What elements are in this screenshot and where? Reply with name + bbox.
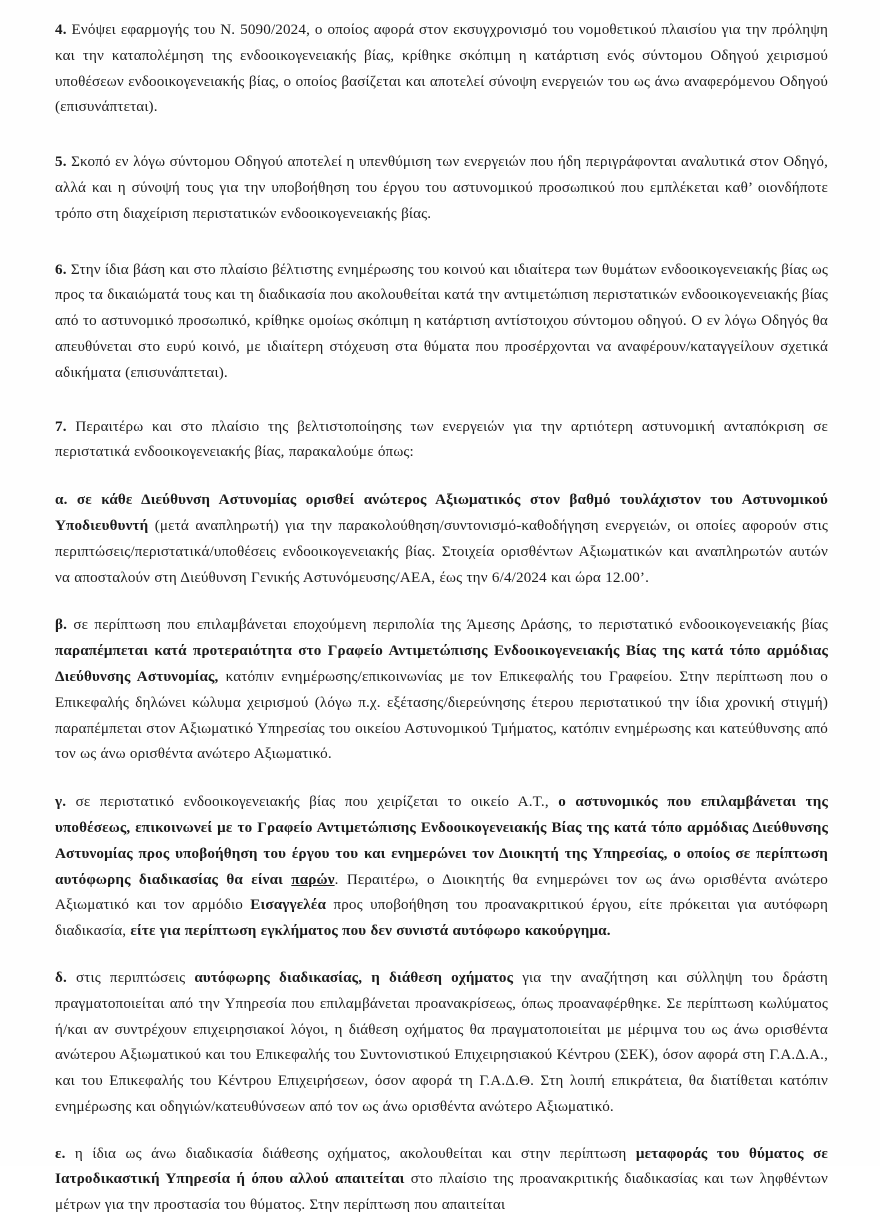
bold-text: δ. [55,969,67,986]
bold-text: β. [55,617,68,634]
bold-text: είτε για περίπτωση εγκλήματος που δεν συνιστά αυτόφωρο κακούργημα. [130,923,611,940]
paragraph-item-5: 5. Σκοπό εν λόγω σύντομου Οδηγού αποτελεί η υπενθύμιση των ενεργειών που ήδη περιγράφονται αναλυτικά στον Οδηγό, αλλά και η σύνοψή τους για την υποβοήθηση του έργου του αστυνομικού προσωπικού που εμπλέκεται καθ’ οιονδήποτε τρόπο στη διαχείριση περιστατικών ενδοοικογενειακής βίας. [55,154,828,222]
bold-text: αυτόφωρης διαδικασίας, η διάθεση οχήματος [194,969,514,986]
paragraph-item-7: 7. Περαιτέρω και στο πλαίσιο της βελτιστοποίησης των ενεργειών για την αρτιότερη αστυνομική ανταπόκριση σε περιστατικά ενδοοικογενειακής βίας, παρακαλούμε όπως: [55,418,828,461]
bold-text: 7. [55,418,67,435]
bold-text: ε. [55,1145,66,1162]
paragraph-item-gamma: γ. σε περιστατικό ενδοοικογενειακής βίας που χειρίζεται το οικείο Α.Τ., ο αστυνομικός που επιλαμβάνεται της υποθέσεως, επικοινωνεί με το Γραφείο Αντιμετώπισης Ενδοοικογενειακής Βίας της κατά τόπο αρμόδιας Διεύθυνσης Αστυνομίας προς υποβοήθηση του έργου του και ενημερώνει τον Διοικητή της Υπηρεσίας, ο οποίος σε περίπτωση αυτόφωρης διαδικασίας θα είναι παρών. Περαιτέρω, ο Διοικητής θα ενημερώνει τον ως άνω ορισθέντα ανώτερο Αξιωματικό και τον αρμόδιο Εισαγγελέα προς υποβοήθηση του προανακριτικού έργου, είτε πρόκειται για αυτόφωρη διαδικασία, είτε για περίπτωση εγκλήματος που δεν συνιστά αυτόφωρο κακούργημα. [55,794,828,940]
bold-text: 4. [55,22,67,38]
bold-text: παραπέμπεται κατά προτεραιότητα στο Γραφείο Αντιμετώπισης Ενδοοικογενειακής Βίας της κατά τόπο αρμόδιας Διεύθυνσης Αστυνομίας, [55,643,828,685]
bold-text: 5. [55,154,67,171]
bold-text: α. σε κάθε Διεύθυνση Αστυνομίας ορισθεί ανώτερος Αξιωματικός στον βαθμό τουλάχιστον του Αστυνομικού Υποδιευθυντή [55,492,828,534]
paragraph-item-beta: β. σε περίπτωση που επιλαμβάνεται εποχούμενη περιπολία της Άμεσης Δράσης, το περιστατικό ενδοοικογενειακής βίας παραπέμπεται κατά προτεραιότητα στο Γραφείο Αντιμετώπισης Ενδοοικογενειακής Βίας της κατά τόπο αρμόδιας Διεύθυνσης Αστυνομίας, κατόπιν ενημέρωσης/επικοινωνίας με τον Επικεφαλής του Γραφείου. Στην περίπτωση που ο Επικεφαλής δηλώνει κώλυμα χειρισμού (λόγω π.χ. εξέτασης/διερεύνησης έτερου περιστατικού την ίδια χρονική στιγμή) παραπέμπεται στον Αξιωματικό Υπηρεσίας του οικείου Αστυνομικού Τμήματος, κατόπιν ενημέρωσης και κατεύθυνσης από τον ως άνω ορισθέντα ανώτερο Αξιωματικό. [55,617,828,763]
paragraph-item-4: 4. Ενόψει εφαρμογής του Ν. 5090/2024, ο οποίος αφορά στον εκσυγχρονισμό του νομοθετικού πλαισίου για την πρόληψη και την καταπολέμηση της ενδοοικογενειακής βίας, κρίθηκε σκόπιμη η κατάρτιση ενός σύντομου Οδηγού χειρισμού υποθέσεων ενδοοικογενειακής βίας, ο οποίος βασίζεται και αποτελεί σύνοψη ενεργειών του ως άνω αναφερόμενου Οδηγού (επισυνάπτεται). [55,22,828,116]
bold-text: γ. [55,794,67,811]
paragraph-item-alpha: α. σε κάθε Διεύθυνση Αστυνομίας ορισθεί ανώτερος Αξιωματικός στον βαθμό τουλάχιστον του Αστυνομικού Υποδιευθυντή (μετά αναπληρωτή) για την παρακολούθηση/συντονισμό-καθοδήγηση ενεργειών, οι οποίες αφορούν στις περιπτώσεις/περιστατικά/υποθέσεις ενδοοικογενειακής βίας. Στοιχεία ορισθέντων Αξιωματικών και αναπληρωτών αυτών να αποσταλούν στη Διεύθυνση Γενικής Αστυνόμευσης/ΑΕΑ, έως την 6/4/2024 και ώρα 12.00’. [55,492,828,586]
paragraph-item-6: 6. Στην ίδια βάση και στο πλαίσιο βέλτιστης ενημέρωσης του κοινού και ιδιαίτερα των θυμάτων ενδοοικογενειακής βίας ως προς τα δικαιώματά τους και τη διαδικασία που ακολουθείται κατά την αντιμετώπιση περιστατικών ενδοοικογενειακής βίας από το αστυνομικό προσωπικό, κρίθηκε ομοίως σκόπιμη η κατάρτιση αντίστοιχου σύντομου οδηγού. Ο εν λόγω Οδηγός θα απευθύνεται στο ευρύ κοινό, με ιδιαίτερη στόχευση στα θύματα που προσέρχονται να αναφέρουν/καταγγείλουν σχετικά αδικήματα (επισυνάπτεται). [55,261,828,381]
bold-text: 6. [55,261,67,278]
paragraph-item-epsilon: ε. η ίδια ως άνω διαδικασία διάθεσης οχήματος, ακολουθείται και στην περίπτωση μεταφοράς του θύματος σε Ιατροδικαστική Υπηρεσία ή όπου αλλού απαιτείται στο πλαίσιο της προανακριτικής διαδικασίας και των ληφθέντων μέτρων για την προστασία του θύματος. Στην περίπτωση που απαιτείται [55,1145,828,1214]
underlined-text: παρών [291,871,335,888]
bold-text [291,872,334,888]
bold-text: μεταφοράς του θύματος σε Ιατροδικαστική Υπηρεσία ή όπου αλλού απαιτείται [55,1145,828,1188]
paragraph-item-delta: δ. στις περιπτώσεις αυτόφωρης διαδικασίας, η διάθεση οχήματος για την αναζήτηση και σύλληψη του δράστη πραγματοποιείται από την Υπηρεσία που επιλαμβάνεται προανακρίσεως, όπως προαναφέρθηκε. Σε περίπτωση κωλύματος ή/και αν συντρέχουν επιχειρησιακοί λόγοι, η διάθεση οχήματος θα πραγματοποιείται με μέριμνα του ως άνω ορισθέντα ανώτερου Αξιωματικού και του Επικεφαλής του Συντονιστικού Επιχειρησιακού Κέντρου (ΣΕΚ), όσον αφορά στη Γ.Α.Δ.Α., και του Επικεφαλής του Κέντρου Επιχειρήσεων, όσον αφορά τη Γ.Α.Δ.Θ. Στη λοιπή επικράτεια, θα διατίθεται κατόπιν ενημέρωσης και οδηγιών/κατευθύνσεων από τον ως άνω ορισθέντα ανώτερο Αξιωματικό. [55,969,828,1115]
bold-text: ο αστυνομικός που επιλαμβάνεται της υποθέσεως, επικοινωνεί με το Γραφείο Αντιμετώπισης Ενδοοικογενειακής Βίας της κατά τόπο αρμόδιας Διεύθυνσης Αστυνομίας προς υποβοήθηση του έργου του και ενημερώνει τον Διοικητή της Υπηρεσίας, ο οποίος σε περίπτωση αυτόφωρης διαδικασίας θα είναι [55,794,828,888]
bold-text: Εισαγγελέα [250,897,327,914]
